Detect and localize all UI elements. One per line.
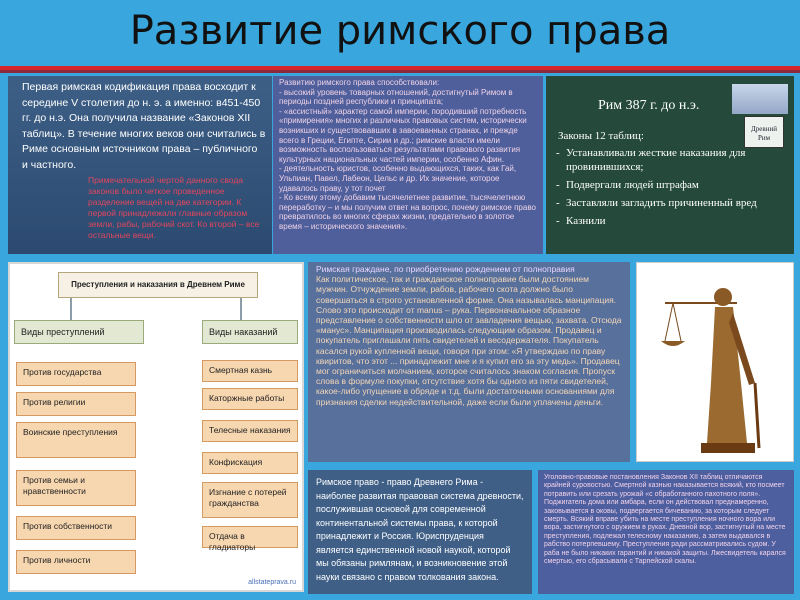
codification-note: Примечательной чертой данного свода законов было четкое проведенное разделение вещей на две категории. К первой принадлежали главные образом земли, рабы, рабочий скот. Ко второй – все остальные вещи. (88, 175, 260, 240)
title-divider-shadow (0, 70, 800, 73)
xii-tables-panel (546, 76, 794, 254)
xii-subheading: Законы 12 таблиц: (558, 130, 644, 142)
codification-text: Первая римская кодификация права восходит к середине V столетия до н. э. а именно: в451-450 гг. до н.э. Она получила название «Законов XII таблиц». В течение многих веков они считались в Риме основным источником права – публичного и частного. (22, 81, 266, 171)
xii-list (556, 146, 781, 232)
roman-law-summary-text: Римское право - право Древнего Рима - наиболее развитая правовая система древности, послужившая основой для современной континентальной системы права, к которой принадлежит и Россия. Юриспруденция является единственной новой наукой, которой мы обязаны римлянам, и возникновение этой науки связано с правом толкования закона. (316, 477, 524, 582)
crime-item: Воинские преступления (16, 422, 136, 458)
punishment-item: Смертная казнь (202, 360, 298, 382)
crimes-diagram-title: Преступления и наказания в Древнем Риме (58, 272, 258, 298)
xii-list-item: - Казнили (556, 214, 781, 228)
crime-item: Против собственности (16, 516, 136, 540)
mancipation-text: Как политическое, так и гражданское полноправие были достоянием мужчин. Отчуждение земли, рабов, рабочего скота должно было совершаться в строго установленной форме. Она называлась манципация. Слово это происходит от manus – рука. Первоначальное образное представление о собственности шло от завладения вещью, захвата. Отсюда «манус». Манципация производилась следующим образом. Продавец и покупатель приглашали пять свидетелей и весодержателя. Покупатель касался рукой купленной вещи, говоря при этом: «Я утверждаю по праву квиритов, что этот ... принадлежит мне и я купил его за эту медь». Продавец мог ограничиться молчанием, которое считалось знаком согласия. Пропуск слова в формуле покупки, отсутствие хотя бы одного из пяти свидетелей, какое-либо упущение в обряде и т.д. были достаточными основаниями для признания сделки недействительной, даже если были уплачены деньги. (316, 274, 622, 407)
themis-statue-image (636, 262, 794, 462)
criminal-law-text: Уголовно-правовые постановления Законов XII таблиц отличаются крайней суровостью. Смертной казнью наказывается всякий, кто посмеет потравить или срезать урожай «с обработанного пахотного поля». Поджигатель дома или амбара, если он действовал преднамеренно, заковывается в оковы, подвергается бичеванию, за которым следует смерть. Всякий вправе убить на месте преступления ночного вора или вора, застигнутого с оружием в руках. Дневной вор, застигнутый на месте преступления, подлежал телесному наказанию, а затем выдавался в рабство потерпевшему. Преступления ради рассматривались судом. У раба не было никаких гарантий и никакой защиты. Лжесвидетель карался смертью, его сбрасывали с Тарпейской скалы. (544, 474, 786, 566)
punishment-item: Телесные наказания (202, 420, 298, 442)
watermark: allstateprava.ru (248, 579, 296, 586)
punishment-item: Изгнание с потерей гражданства (202, 482, 298, 518)
punishments-header: Виды наказаний (202, 320, 298, 344)
xii-list-item: - Устанавливали жесткие наказания для провинившихся; (556, 146, 781, 174)
crimes-header: Виды преступлений (14, 320, 144, 344)
crimes-diagram (8, 262, 304, 592)
crime-item: Против личности (16, 550, 136, 574)
crime-item: Против религии (16, 392, 136, 416)
colosseum-image (732, 84, 788, 114)
factors-line: - Ко всему этому добавим тысячелетнее развитие, тысячелетнюю переработку – и мы получим ответ на вопрос, почему римское право превратилось во многих сферах жизни, предательно в золотое время – исторического значения». (279, 193, 536, 231)
factors-line: - деятельность юристов, особенно выдающихся, таких, как Гай, Ульпиан, Павел, Лабеон, Цельс и др. Их значение, которое удавалось праву, у тот почет (279, 164, 517, 193)
roman-law-summary-panel (308, 470, 532, 594)
criminal-law-panel (538, 470, 794, 594)
crime-item: Против семьи и нравственности (16, 470, 136, 506)
diagram-connector (240, 298, 242, 320)
factors-line: - высокий уровень товарных отношений, достигнутый Римом в периоды поздней республики и принципата; (279, 87, 513, 107)
xii-heading: Рим 387 г. до н.э. (598, 98, 700, 113)
codification-panel (8, 76, 272, 254)
xii-list-item: - Заставляли загладить причиненный вред (556, 196, 781, 210)
punishment-item: Каторжные работы (202, 388, 298, 410)
page-title: Развитие римского права (129, 8, 671, 54)
factors-line: - «ассистный» характер самой империи, породивший потребность «примирения» многих и различных правовых систем, исторически возникших и существовавших в завоеванных странах, и прежде всего в Греции, Египте, Сирии и др.; римские власти имели возможность воспользоваться результатами правового развития культурных национальных частей империи, особенно Афин. (279, 106, 527, 164)
diagram-connector (70, 298, 72, 320)
mancipation-lead: Римская граждане, по приобретению рождением от полноправия (316, 264, 575, 274)
ancient-rome-badge: Древний Рим (744, 116, 784, 148)
mancipation-panel (308, 262, 630, 462)
xii-list-item: - Подвергали людей штрафам (556, 178, 781, 192)
punishment-item: Конфискация (202, 452, 298, 474)
themis-statue-icon (637, 263, 794, 462)
factors-panel (273, 76, 543, 254)
punishment-item: Отдача в гладиаторы (202, 526, 298, 548)
factors-line: Развитию римского права способствовали: (279, 78, 440, 87)
crime-item: Против государства (16, 362, 136, 386)
